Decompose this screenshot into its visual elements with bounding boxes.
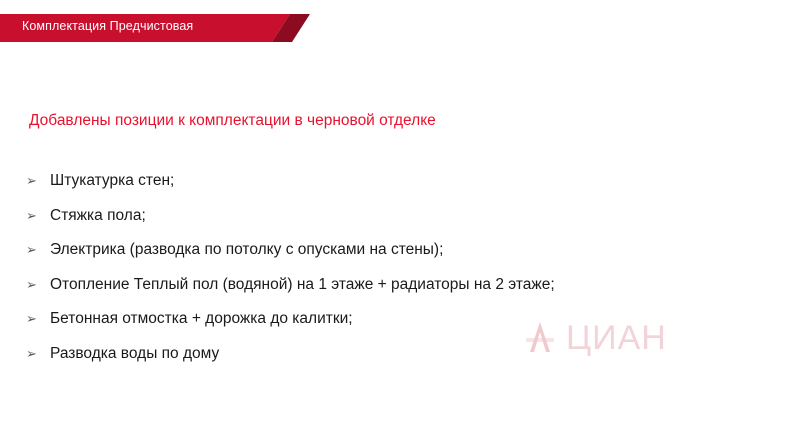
list-item-label: Отопление Теплый пол (водяной) на 1 этаже + радиаторы на 2 этаже; <box>50 275 555 293</box>
list-item <box>26 239 726 261</box>
list-item <box>26 308 726 330</box>
list-item-label: Штукатурка стен; <box>50 172 175 189</box>
arrow-bullet-icon: ➢ <box>26 311 37 326</box>
arrow-bullet-icon: ➢ <box>26 242 37 257</box>
list-item-label: Электрика (разводка по потолку с опусками на стены); <box>50 241 444 258</box>
watermark-label: ЦИАН <box>566 318 667 357</box>
arrow-bullet-icon: ➢ <box>26 345 37 361</box>
list-item <box>26 274 726 296</box>
list-item <box>26 170 726 192</box>
slide-title: Комплектация Предчистовая <box>22 19 194 33</box>
arrow-bullet-icon: ➢ <box>26 173 37 188</box>
list-item-label: Разводка воды по дому <box>50 344 220 362</box>
list-item <box>26 343 726 365</box>
arrow-bullet-icon: ➢ <box>26 207 37 223</box>
arrow-bullet-icon: ➢ <box>26 276 37 292</box>
list-item <box>26 205 726 227</box>
list-item-label: Бетонная отмостка + дорожка до калитки; <box>50 310 353 327</box>
section-subtitle: Добавлены позиции к комплектации в черновой отделке <box>29 112 436 129</box>
list-item-label: Стяжка пола; <box>50 206 146 224</box>
bullet-list <box>26 170 726 377</box>
